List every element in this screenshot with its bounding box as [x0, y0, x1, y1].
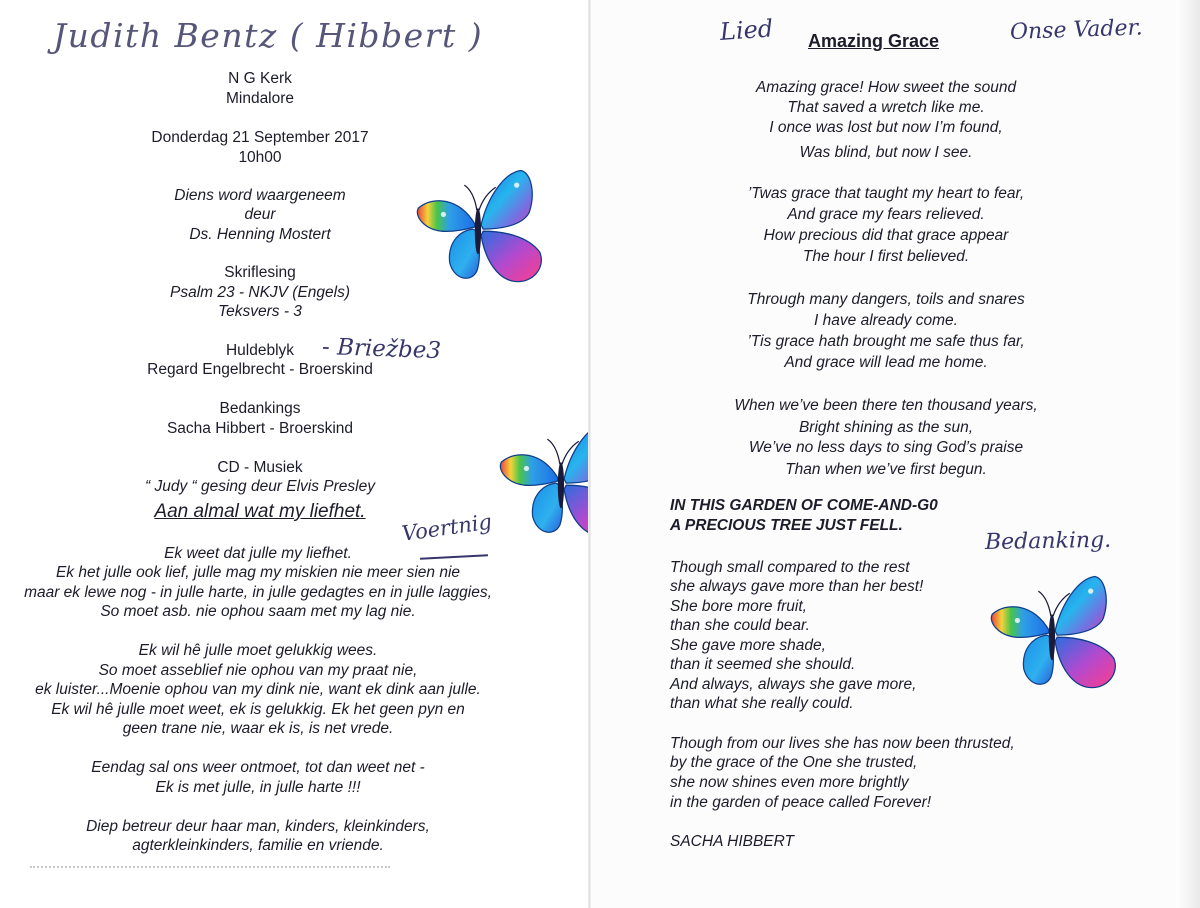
poem-line: Eendag sal ons weer ontmoet, tot dan weet net -	[91, 759, 425, 776]
left-page	[0, 0, 590, 908]
page-edge-shadow	[1176, 0, 1200, 908]
garden-poem-line: Though small compared to the rest	[670, 559, 910, 576]
right-page	[590, 0, 1200, 908]
thanks-speaker: Sacha Hibbert - Broerskind	[166, 420, 354, 437]
garden-poem-line: She gave more shade,	[670, 637, 826, 654]
music-detail: “ Judy “ gesing deur Elvis Presley	[144, 478, 375, 495]
garden-poem-line: than she could bear.	[670, 617, 810, 634]
butterfly-icon	[412, 166, 546, 288]
hymn-line: I once was lost but now I’m found,	[769, 119, 1003, 136]
service-date: Donderdag 21 September 2017	[151, 129, 369, 146]
poem-author: SACHA HIBBERT	[670, 833, 795, 850]
poem-line: Ek wil hê julle moet weet, ek is gelukkig. Ek het geen pyn en	[51, 701, 465, 718]
service-time: 10h00	[238, 149, 282, 166]
hymn-line: The hour I first believed.	[802, 248, 970, 265]
garden-poem-line: And always, always she gave more,	[670, 676, 917, 693]
deceased-name-title: Judith Bentz ( Hibbert )	[52, 16, 484, 55]
scripture-psalm: Psalm 23 - NKJV (Engels)	[169, 284, 351, 301]
garden-heading-line-2: A PRECIOUS TREE JUST FELL.	[670, 517, 903, 534]
bottom-divider	[30, 866, 390, 872]
hymn-line: Than when we’ve first begun.	[785, 461, 987, 478]
hymn-line: Through many dangers, toils and snares	[747, 291, 1025, 308]
church-location: Mindalore	[225, 90, 295, 107]
poem-line: ek luister...Moenie ophou van my dink nie, want ek dink aan julle.	[35, 681, 481, 698]
page-fold	[588, 0, 591, 908]
hymn-line: That saved a wretch like me.	[787, 99, 985, 116]
tribute-heading: Huldeblyk	[225, 342, 295, 359]
garden-handwritten-note: Bedanking.	[984, 527, 1112, 555]
tribute-handwritten-note: - Briežbe3	[321, 334, 442, 365]
poem-line: Ek is met julle, in julle harte !!!	[155, 779, 361, 796]
hymn-line: When we’ve been there ten thousand years,	[734, 397, 1038, 414]
poem-line: maar ek lewe nog - in julle harte, in julle gedagtes en in julle laggies,	[24, 584, 492, 601]
butterfly-icon	[495, 420, 590, 542]
poem-line: Ek weet dat julle my liefhet.	[164, 545, 352, 562]
officiant-name: Ds. Henning Mostert	[189, 226, 331, 243]
hymn-title: Amazing Grace	[808, 31, 940, 51]
hymn-line: Bright shining as the sun,	[798, 419, 974, 436]
garden-poem-line: Though from our lives she has now been thrusted,	[670, 735, 1015, 752]
hymn-line: And grace will lead me home.	[784, 354, 988, 371]
poem-line: Diep betreur deur haar man, kinders, kleinkinders,	[86, 818, 430, 835]
hymn-line: Amazing grace! How sweet the sound	[755, 79, 1017, 96]
hymn-line: ’Tis grace hath brought me safe thus far,	[747, 333, 1025, 350]
poem-line: agterkleinkinders, familie en vriende.	[132, 837, 384, 854]
officiant-line-1: Diens word waargeneem	[174, 187, 346, 204]
church-name: N G Kerk	[228, 70, 292, 87]
garden-poem-line: than it seemed she should.	[670, 656, 856, 673]
tribute-speaker: Regard Engelbrecht - Broerskind	[147, 361, 373, 378]
garden-poem-line: than what she really could.	[670, 695, 854, 712]
garden-poem-line: She bore more fruit,	[670, 598, 807, 615]
poem-line: So moet asseblief nie ophou van my praat nie,	[98, 662, 418, 679]
garden-poem-line: she always gave more than her best!	[670, 578, 924, 595]
hymn-line: How precious did that grace appear	[763, 227, 1009, 244]
hymn-handwritten-note: Lied	[719, 14, 775, 46]
poem-handwritten-note: Voertnig	[400, 509, 494, 546]
hymn-line: I have already come.	[814, 312, 958, 329]
hymn-line: ’Twas grace that taught my heart to fear,	[747, 185, 1025, 202]
poem-line: Ek wil hê julle moet gelukkig wees.	[138, 642, 378, 659]
officiant-line-2: deur	[244, 206, 276, 223]
hymn-line: We’ve no less days to sing God’s praise	[748, 439, 1024, 456]
poem-line: So moet asb. nie ophou saam met my lag nie.	[100, 603, 416, 620]
music-heading: CD - Musiek	[217, 459, 303, 476]
scripture-heading: Skriflesing	[224, 264, 296, 281]
garden-heading-line-1: IN THIS GARDEN OF COME-AND-G0	[670, 497, 938, 514]
garden-poem-line: by the grace of the One she trusted,	[670, 754, 918, 771]
garden-poem-line: she now shines even more brightly	[670, 774, 909, 791]
poem-title: Aan almal wat my liefhet.	[154, 501, 366, 522]
garden-poem-line: in the garden of peace called Forever!	[670, 794, 932, 811]
scripture-verse: Teksvers - 3	[218, 303, 302, 320]
hymn-line: Was blind, but now I see.	[799, 144, 973, 161]
thanks-heading: Bedankings	[219, 400, 301, 417]
poem-line: Ek het julle ook lief, julle mag my miskien nie meer sien nie	[55, 564, 461, 581]
poem-line: geen trane nie, waar ek is, is net vrede.	[122, 720, 394, 737]
butterfly-icon	[986, 572, 1120, 694]
prayer-handwritten-note: Onse Vader.	[1009, 15, 1144, 45]
hymn-line: And grace my fears relieved.	[787, 206, 985, 223]
